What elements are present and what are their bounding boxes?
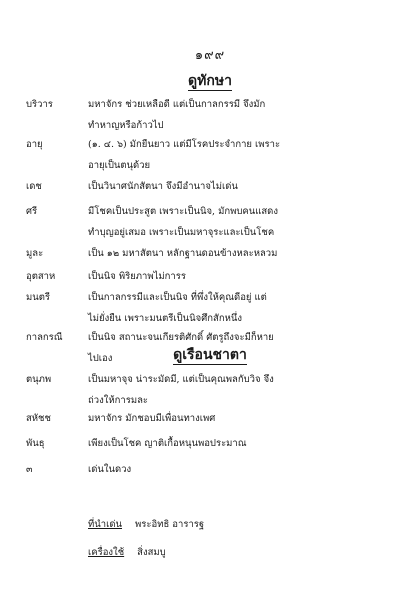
sub-line-2: เครื่องใช้ สิ่งสมบู: [88, 547, 166, 558]
section-heading-ruen-chata: ดูเรือนชาตา: [173, 347, 247, 363]
entry-term: อายุ: [26, 139, 43, 150]
definition-line: เป็นนิจ พิริยภาพไม่การร: [88, 271, 186, 282]
sub-line-1: ที่นำเด่น พระอิทธิ อารารฐ: [88, 519, 205, 530]
entry-term: บริวาร: [26, 99, 53, 110]
entry-term: ตนุภพ: [26, 374, 52, 385]
entry-term: ๓: [26, 464, 33, 475]
entry-definition: [88, 247, 398, 260]
definition-line: ทำหาญหรือก้าวไป: [88, 120, 164, 131]
definition-line: เป็นวินาศนักสัตนา จึงมีอำนาจไม่เด่น: [88, 181, 238, 192]
entry-definition: [88, 437, 398, 450]
definition-line: มีโชคเป็นประสูต เพราะเป็นนิจ, มักพบคนแสดง: [88, 206, 278, 217]
entry-term: มนตรี: [26, 292, 51, 303]
entry-term: เดช: [26, 181, 42, 192]
entry-definition: [88, 463, 398, 476]
definition-line: ทำบุญอยู่เสมอ เพราะเป็นมหาจุระและเป็นโชค: [88, 227, 275, 238]
definition-line: อายุเป็นตนุด้วย: [88, 160, 151, 171]
definition-line: เป็น ๑๒ มหาสัตนา หลักฐานดอนข้างหละหลวม: [88, 248, 278, 259]
definition-line: มหาจักร ช่วยเหลือดี แต่เป็นกาลกรรมี จึงมัก: [88, 99, 266, 110]
definition-line: เพียงเป็นโชค ญาติเกื้อหนุนพอประมาณ: [88, 438, 247, 449]
entry-definition: [88, 291, 398, 325]
entry-definition: [88, 98, 398, 132]
definition-line: ไปเอง: [88, 353, 113, 364]
entry-term: มูละ: [26, 248, 44, 259]
entry-term: อุตสาห: [26, 271, 56, 282]
entry-definition: [88, 373, 398, 407]
entry-term: สหัชช: [26, 413, 51, 424]
page-number: ๑๙๙: [194, 48, 226, 63]
definition-line: มหาจักร มักชอบมีเพื่อนทางเพศ: [88, 413, 216, 424]
entry-term: ศรี: [26, 206, 38, 217]
definition-line: เด่นในดวง: [88, 464, 132, 475]
entry-definition: [88, 138, 398, 172]
entry-definition: [88, 270, 398, 283]
entry-term: พันธุ: [26, 438, 45, 449]
section-heading-taksa: ดูทักษา: [188, 73, 232, 89]
definition-line: (๑. ๔. ๖) มักยืนยาว แต่มีโรคประจำกาย เพราะ: [88, 139, 281, 150]
entry-term: กาลกรณี: [26, 332, 63, 343]
definition-line: ถ่วงให้การมละ: [88, 395, 149, 406]
definition-line: เป็นมหาจุจ น่าระมัดมี, แต่เป็นคุณพลกับวิจ จึง: [88, 374, 274, 385]
entry-definition: [88, 180, 398, 193]
definition-line: ไม่ยั่งยืน เพราะมนตรีเป็นนิจศึกสักหนึ่ง: [88, 313, 242, 324]
entry-definition: [88, 205, 398, 239]
definition-line: เป็นนิจ สถานะจนเกียรติศักดิ์ ศัตรูถึงจะมีก็หาย: [88, 332, 274, 343]
definition-line: เป็นกาลกรรมีและเป็นนิจ ที่พึ่งให้คุณดีอยู่ แต่: [88, 292, 267, 303]
entry-definition: [88, 412, 398, 425]
